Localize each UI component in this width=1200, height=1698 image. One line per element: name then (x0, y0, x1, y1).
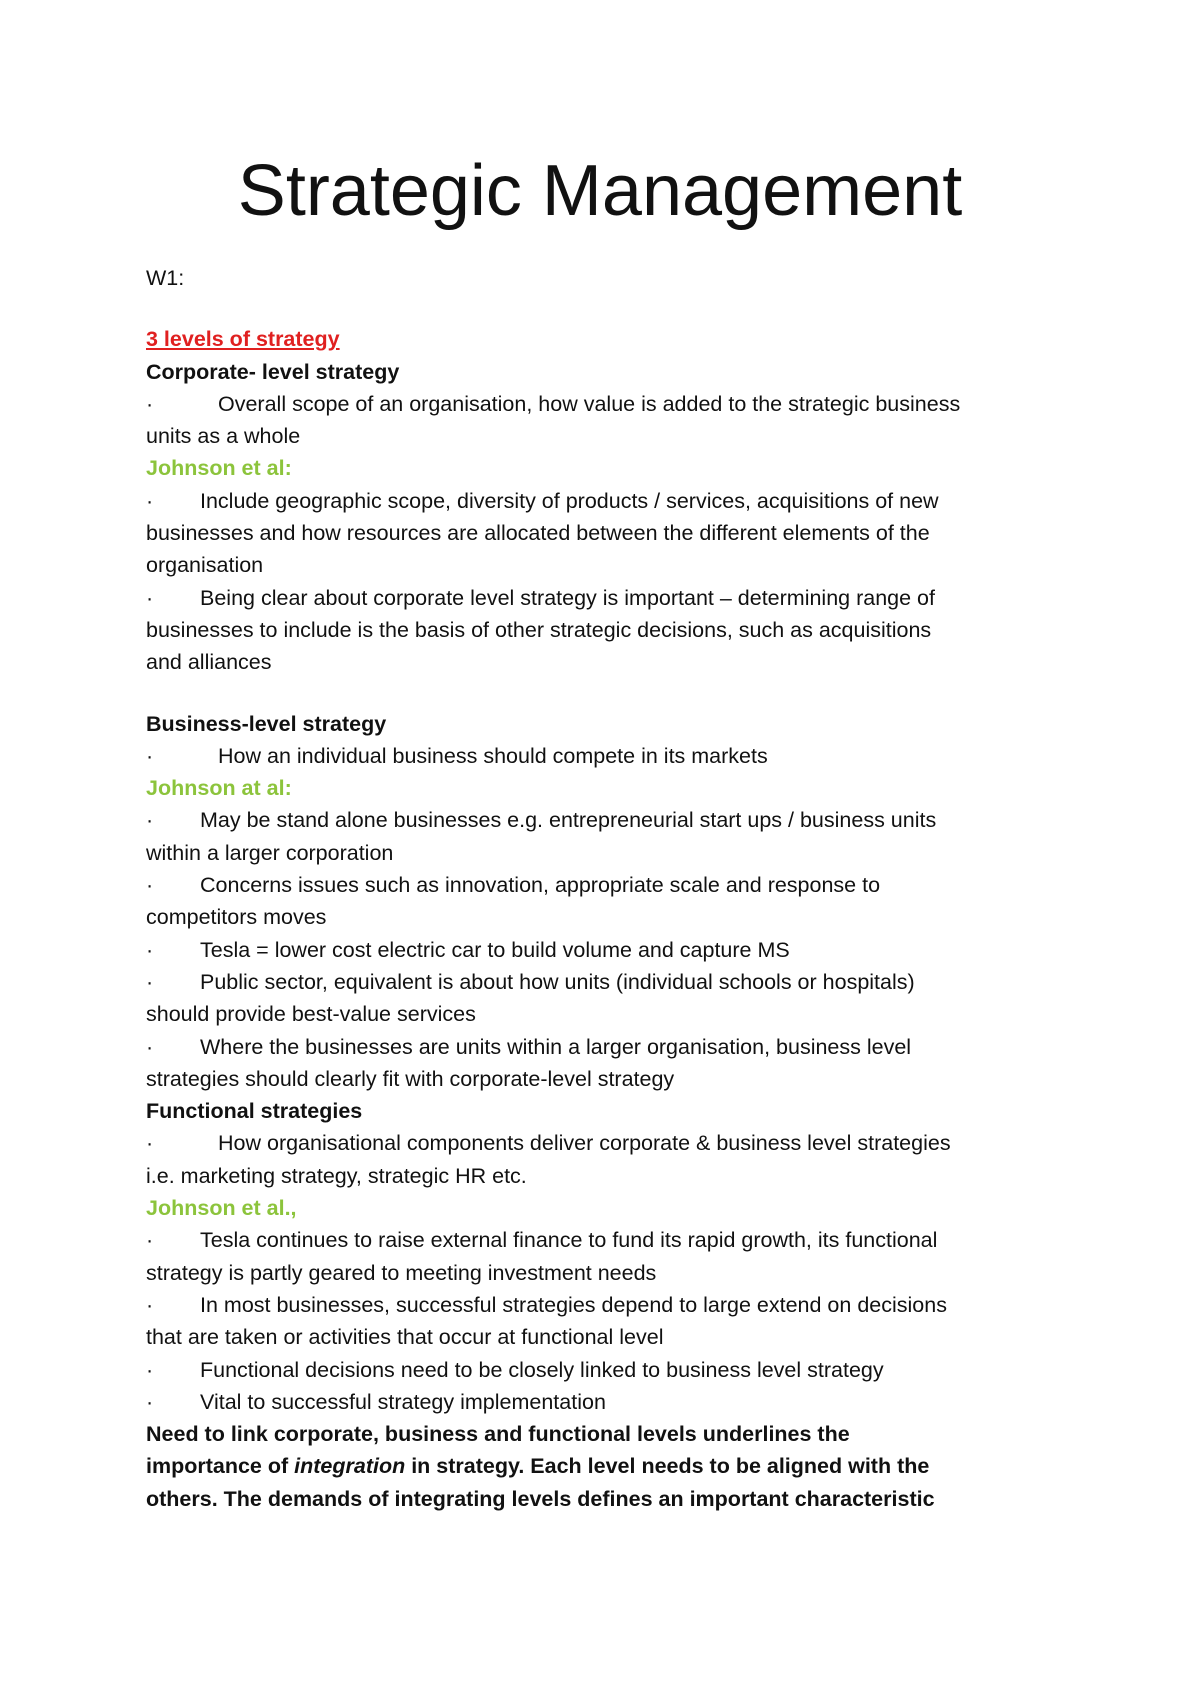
functional-bullet-4-text: Vital to successful strategy implementation (200, 1389, 606, 1414)
bullet-icon: · (146, 1131, 154, 1156)
corporate-reference: Johnson et al: (146, 456, 292, 481)
business-bullet-3-text: Tesla = lower cost electric car to build volume and capture MS (200, 937, 790, 962)
bullet-icon: · (146, 969, 154, 994)
page-title: Strategic Management (237, 151, 963, 231)
business-bullet-2-text: Concerns issues such as innovation, appropriate scale and response to (200, 873, 881, 898)
corporate-bullet-2-text: Being clear about corporate level strategy is important – determining range of (200, 585, 935, 610)
corporate-bullet-1-cont2: organisation (146, 553, 264, 578)
functional-bullet-3 (146, 1354, 1076, 1386)
functional-bullet-1 (146, 1224, 1076, 1256)
bullet-icon: · (146, 873, 154, 898)
business-point (146, 740, 1076, 772)
conclusion-post: in strategy. Each level needs to be aligned with the (405, 1454, 930, 1479)
functional-bullet-4 (146, 1386, 1076, 1418)
business-bullet-4 (146, 966, 1076, 998)
corporate-point (146, 388, 1076, 420)
business-bullet-5-text: Where the businesses are units within a larger organisation, business level (200, 1034, 912, 1059)
bullet-icon: · (146, 937, 154, 962)
business-bullet-4-cont: should provide best-value services (146, 1002, 476, 1027)
business-heading: Business-level strategy (146, 711, 387, 736)
business-bullet-4-text: Public sector, equivalent is about how units (individual schools or hospitals) (200, 969, 915, 994)
functional-heading: Functional strategies (146, 1099, 363, 1124)
functional-bullet-2-cont: that are taken or activities that occur at functional level (146, 1325, 664, 1350)
functional-reference: Johnson et al., (146, 1196, 297, 1221)
conclusion-emphasis: integration (294, 1454, 406, 1479)
business-bullet-2 (146, 869, 1076, 901)
bullet-icon: · (146, 585, 154, 610)
bullet-icon: · (146, 1228, 154, 1253)
corporate-point-text: Overall scope of an organisation, how value is added to the strategic business (218, 391, 961, 416)
conclusion-line-1: Need to link corporate, business and functional levels underlines the (146, 1422, 850, 1447)
corporate-bullet-2-cont2: and alliances (146, 650, 272, 675)
functional-bullet-3-text: Functional decisions need to be closely linked to business level strategy (200, 1357, 884, 1382)
bullet-icon: · (146, 488, 154, 513)
spacer (146, 679, 1076, 708)
business-bullet-2-cont: competitors moves (146, 905, 327, 930)
corporate-bullet-2 (146, 582, 1076, 614)
corporate-bullet-2-cont: businesses to include is the basis of other strategic decisions, such as acquisitions (146, 617, 932, 642)
corporate-point-cont: units as a whole (146, 424, 301, 449)
business-bullet-1-text: May be stand alone businesses e.g. entrepreneurial start ups / business units (200, 808, 937, 833)
functional-bullet-1-text: Tesla continues to raise external finance to fund its rapid growth, its functional (200, 1228, 938, 1253)
functional-bullet-2-text: In most businesses, successful strategies depend to large extend on decisions (200, 1292, 947, 1317)
business-bullet-5 (146, 1031, 1076, 1063)
bullet-icon: · (146, 1034, 154, 1059)
business-bullet-1 (146, 804, 1076, 836)
conclusion-pre: importance of (146, 1454, 295, 1479)
bullet-icon: · (146, 743, 154, 768)
bullet-icon: · (146, 808, 154, 833)
functional-point-cont: i.e. marketing strategy, strategic HR etc. (146, 1163, 527, 1188)
section-heading: 3 levels of strategy (146, 327, 340, 352)
bullet-icon: · (146, 1389, 154, 1414)
conclusion-line-2 (146, 1450, 1076, 1482)
functional-bullet-2 (146, 1289, 1076, 1321)
week-label: W1: (146, 266, 185, 290)
document-body (146, 262, 1076, 1515)
spacer (146, 294, 1076, 323)
business-bullet-3 (146, 934, 1076, 966)
bullet-icon: · (146, 391, 154, 416)
business-point-text: How an individual business should compete in its markets (218, 743, 768, 768)
bullet-icon: · (146, 1292, 154, 1317)
functional-point-text: How organisational components deliver corporate & business level strategies (218, 1131, 951, 1156)
bullet-icon: · (146, 1357, 154, 1382)
functional-bullet-1-cont: strategy is partly geared to meeting investment needs (146, 1260, 657, 1285)
business-bullet-1-cont: within a larger corporation (146, 840, 394, 865)
business-bullet-5-cont: strategies should clearly fit with corporate-level strategy (146, 1066, 675, 1091)
corporate-bullet-1-text: Include geographic scope, diversity of products / services, acquisitions of new (200, 488, 939, 513)
business-reference: Johnson at al: (146, 776, 292, 801)
conclusion-line-3: others. The demands of integrating levels defines an important characteristic (146, 1486, 935, 1511)
corporate-bullet-1 (146, 485, 1076, 517)
corporate-bullet-1-cont: businesses and how resources are allocated between the different elements of the (146, 521, 930, 546)
corporate-heading: Corporate- level strategy (146, 359, 400, 384)
functional-point (146, 1127, 1076, 1159)
